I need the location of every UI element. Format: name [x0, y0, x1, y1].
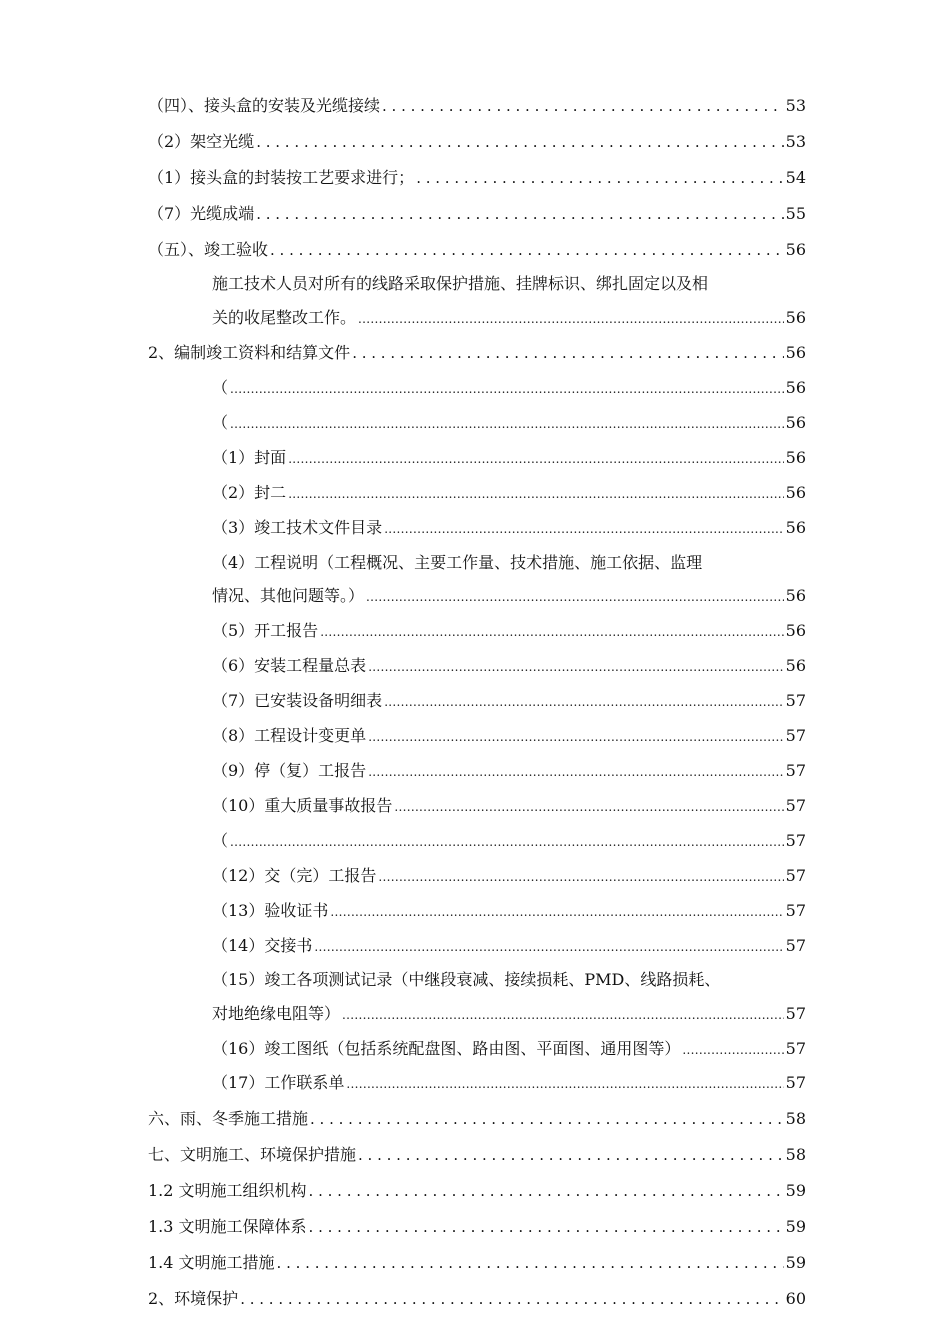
toc-entry-first-line: （4）工程说明（工程概况、主要工作量、技术措施、施工依据、监理 — [212, 553, 703, 572]
toc-entry[interactable] — [148, 1289, 806, 1309]
toc-leader-dots — [352, 343, 783, 363]
toc-leader-dots — [310, 1109, 784, 1129]
toc-entry-text: 1.3 文明施工保障体系 — [148, 1217, 307, 1236]
toc-entry[interactable] — [212, 726, 806, 747]
toc-entry-text: （7）已安装设备明细表 — [212, 691, 383, 710]
toc-entry[interactable] — [212, 831, 806, 852]
toc-entry-text: 关的收尾整改工作。 — [212, 308, 357, 327]
toc-entry-text: （2）封二 — [212, 483, 287, 502]
toc-entry-page: 56 — [785, 483, 806, 502]
toc-leader-dots — [288, 448, 783, 469]
toc-entry-page: 59 — [785, 1217, 806, 1236]
toc-entry-page: 56 — [785, 518, 806, 537]
toc-entry[interactable] — [212, 761, 806, 782]
toc-leader-dots — [330, 901, 783, 922]
toc-entry-text: （7）光缆成端 — [148, 204, 255, 223]
toc-entry-page: 57 — [785, 796, 806, 815]
toc-leader-dots — [346, 1073, 783, 1094]
toc-entry[interactable] — [148, 1181, 806, 1201]
toc-entry-page: 56 — [785, 621, 806, 640]
toc-entry-page: 57 — [785, 691, 806, 710]
toc-leader-dots — [277, 1253, 784, 1273]
toc-entry[interactable] — [212, 936, 806, 957]
toc-entry[interactable] — [212, 691, 806, 712]
toc-entry-text: （10）重大质量事故报告 — [212, 796, 393, 815]
toc-entry-page: 57 — [785, 726, 806, 745]
toc-entry-page: 58 — [785, 1109, 806, 1128]
toc-entry-page: 59 — [785, 1181, 806, 1200]
toc-leader-dots — [230, 378, 784, 399]
toc-entry-page: 56 — [785, 378, 806, 397]
toc-entry-text: （1）封面 — [212, 448, 287, 467]
toc-entry[interactable] — [148, 1145, 806, 1165]
toc-entry-text: 2、编制竣工资料和结算文件 — [148, 343, 351, 362]
toc-leader-dots — [368, 726, 783, 747]
toc-leader-dots — [378, 866, 783, 887]
toc-entry-text: （五）、竣工验收 — [148, 240, 269, 259]
toc-entry[interactable] — [148, 96, 806, 116]
toc-entry[interactable] — [148, 1109, 806, 1129]
toc-entry-page: 55 — [785, 204, 806, 223]
toc-entry-page: 57 — [785, 866, 806, 885]
toc-entry[interactable] — [148, 1253, 806, 1273]
toc-leader-dots — [256, 132, 783, 152]
toc-entry-text: （2）架空光缆 — [148, 132, 255, 151]
toc-leader-dots — [682, 1039, 783, 1060]
toc-entry-text: （1）接头盒的封装按工艺要求进行； — [148, 168, 415, 187]
toc-entry-page: 56 — [785, 586, 806, 605]
toc-entry-page: 56 — [785, 343, 806, 362]
toc-entry-text: （17）工作联系单 — [212, 1073, 345, 1092]
toc-leader-dots — [256, 204, 783, 224]
toc-entry[interactable] — [148, 343, 806, 363]
toc-entry[interactable] — [212, 378, 806, 399]
toc-entry[interactable] — [148, 168, 806, 188]
toc-entry[interactable] — [212, 413, 806, 434]
toc-entry-page: 56 — [785, 448, 806, 467]
toc-leader-dots — [368, 761, 783, 782]
toc-entry-page: 56 — [785, 413, 806, 432]
toc-entry-page: 57 — [785, 1004, 806, 1023]
toc-entry-page: 57 — [785, 1039, 806, 1058]
toc-leader-dots — [384, 691, 783, 712]
toc-entry-text: （14）交接书 — [212, 936, 313, 955]
toc-entry-text: （13）验收证书 — [212, 901, 329, 920]
toc-entry[interactable] — [212, 483, 806, 504]
toc-leader-dots — [366, 586, 784, 607]
toc-entry-first-line: 施工技术人员对所有的线路采取保护措施、挂牌标识、绑扎固定以及相 — [212, 274, 709, 293]
toc-entry[interactable] — [148, 132, 806, 152]
toc-leader-dots — [314, 936, 783, 957]
toc-entry-page: 54 — [785, 168, 806, 187]
toc-entry[interactable] — [148, 204, 806, 224]
toc-entry-text: 1.2 文明施工组织机构 — [148, 1181, 307, 1200]
toc-entry-text: （四）、接头盒的安装及光缆接续 — [148, 96, 381, 115]
toc-leader-dots — [288, 483, 783, 504]
toc-leader-dots — [368, 656, 783, 677]
toc-entry[interactable] — [212, 1073, 806, 1094]
toc-entry[interactable] — [212, 308, 806, 329]
toc-entry[interactable] — [212, 796, 806, 817]
toc-entry-page: 56 — [785, 240, 806, 259]
toc-entry-text: 七、文明施工、环境保护措施 — [148, 1145, 357, 1164]
toc-entry-text: 1.4 文明施工措施 — [148, 1253, 275, 1272]
toc-leader-dots — [342, 1004, 784, 1025]
toc-entry-page: 60 — [785, 1289, 806, 1308]
toc-entry-text: （12）交（完）工报告 — [212, 866, 377, 885]
toc-leader-dots — [382, 96, 784, 116]
toc-entry[interactable] — [212, 586, 806, 607]
toc-entry[interactable] — [212, 621, 806, 642]
toc-leader-dots — [309, 1181, 784, 1201]
toc-leader-dots — [384, 518, 783, 539]
toc-entry-first-line: （15）竣工各项测试记录（中继段衰减、接续损耗、PMD、线路损耗、 — [212, 970, 721, 989]
toc-entry-page: 56 — [785, 656, 806, 675]
toc-entry-text: （3）竣工技术文件目录 — [212, 518, 383, 537]
toc-entry-page: 53 — [785, 132, 806, 151]
toc-entry[interactable] — [212, 866, 806, 887]
toc-entry-text: （ — [212, 378, 229, 397]
toc-entry-page: 57 — [785, 901, 806, 920]
toc-entry-text: （6）安装工程量总表 — [212, 656, 367, 675]
toc-leader-dots — [358, 1145, 784, 1165]
toc-entry-text: （ — [212, 413, 229, 432]
toc-entry-page: 57 — [785, 936, 806, 955]
toc-entry-page: 57 — [785, 831, 806, 850]
toc-leader-dots — [230, 413, 784, 434]
toc-entry-text: 情况、其他问题等。） — [212, 586, 365, 605]
toc-entry-text: （9）停（复）工报告 — [212, 761, 367, 780]
toc-entry-page: 58 — [785, 1145, 806, 1164]
toc-entry-text: 六、雨、冬季施工措施 — [148, 1109, 309, 1128]
toc-entry[interactable] — [212, 901, 806, 922]
toc-entry-text: （8）工程设计变更单 — [212, 726, 367, 745]
toc-entry[interactable] — [148, 1217, 806, 1237]
toc-leader-dots — [309, 1217, 784, 1237]
toc-entry-text: 对地绝缘电阻等） — [212, 1004, 341, 1023]
toc-entry-page: 56 — [785, 308, 806, 327]
toc-leader-dots — [320, 621, 783, 642]
toc-entry[interactable] — [212, 448, 806, 469]
toc-entry-text: （16）竣工图纸（包括系统配盘图、路由图、平面图、通用图等） — [212, 1039, 681, 1058]
toc-entry[interactable] — [212, 1004, 806, 1025]
toc-entry-text: （ — [212, 831, 229, 850]
toc-leader-dots — [394, 796, 783, 817]
toc-leader-dots — [358, 308, 784, 329]
toc-entry-page: 57 — [785, 1073, 806, 1092]
toc-entry-page: 59 — [785, 1253, 806, 1272]
toc-entry[interactable] — [212, 518, 806, 539]
toc-entry-text: （5）开工报告 — [212, 621, 319, 640]
toc-entry-page: 57 — [785, 761, 806, 780]
toc-entry[interactable] — [212, 1039, 806, 1060]
toc-entry-text: 2、环境保护 — [148, 1289, 239, 1308]
toc-entry[interactable] — [212, 656, 806, 677]
toc-leader-dots — [240, 1289, 783, 1309]
toc-entry-page: 53 — [785, 96, 806, 115]
toc-leader-dots — [416, 168, 783, 188]
toc-leader-dots — [270, 240, 784, 260]
toc-entry[interactable] — [148, 240, 806, 260]
toc-leader-dots — [230, 831, 784, 852]
